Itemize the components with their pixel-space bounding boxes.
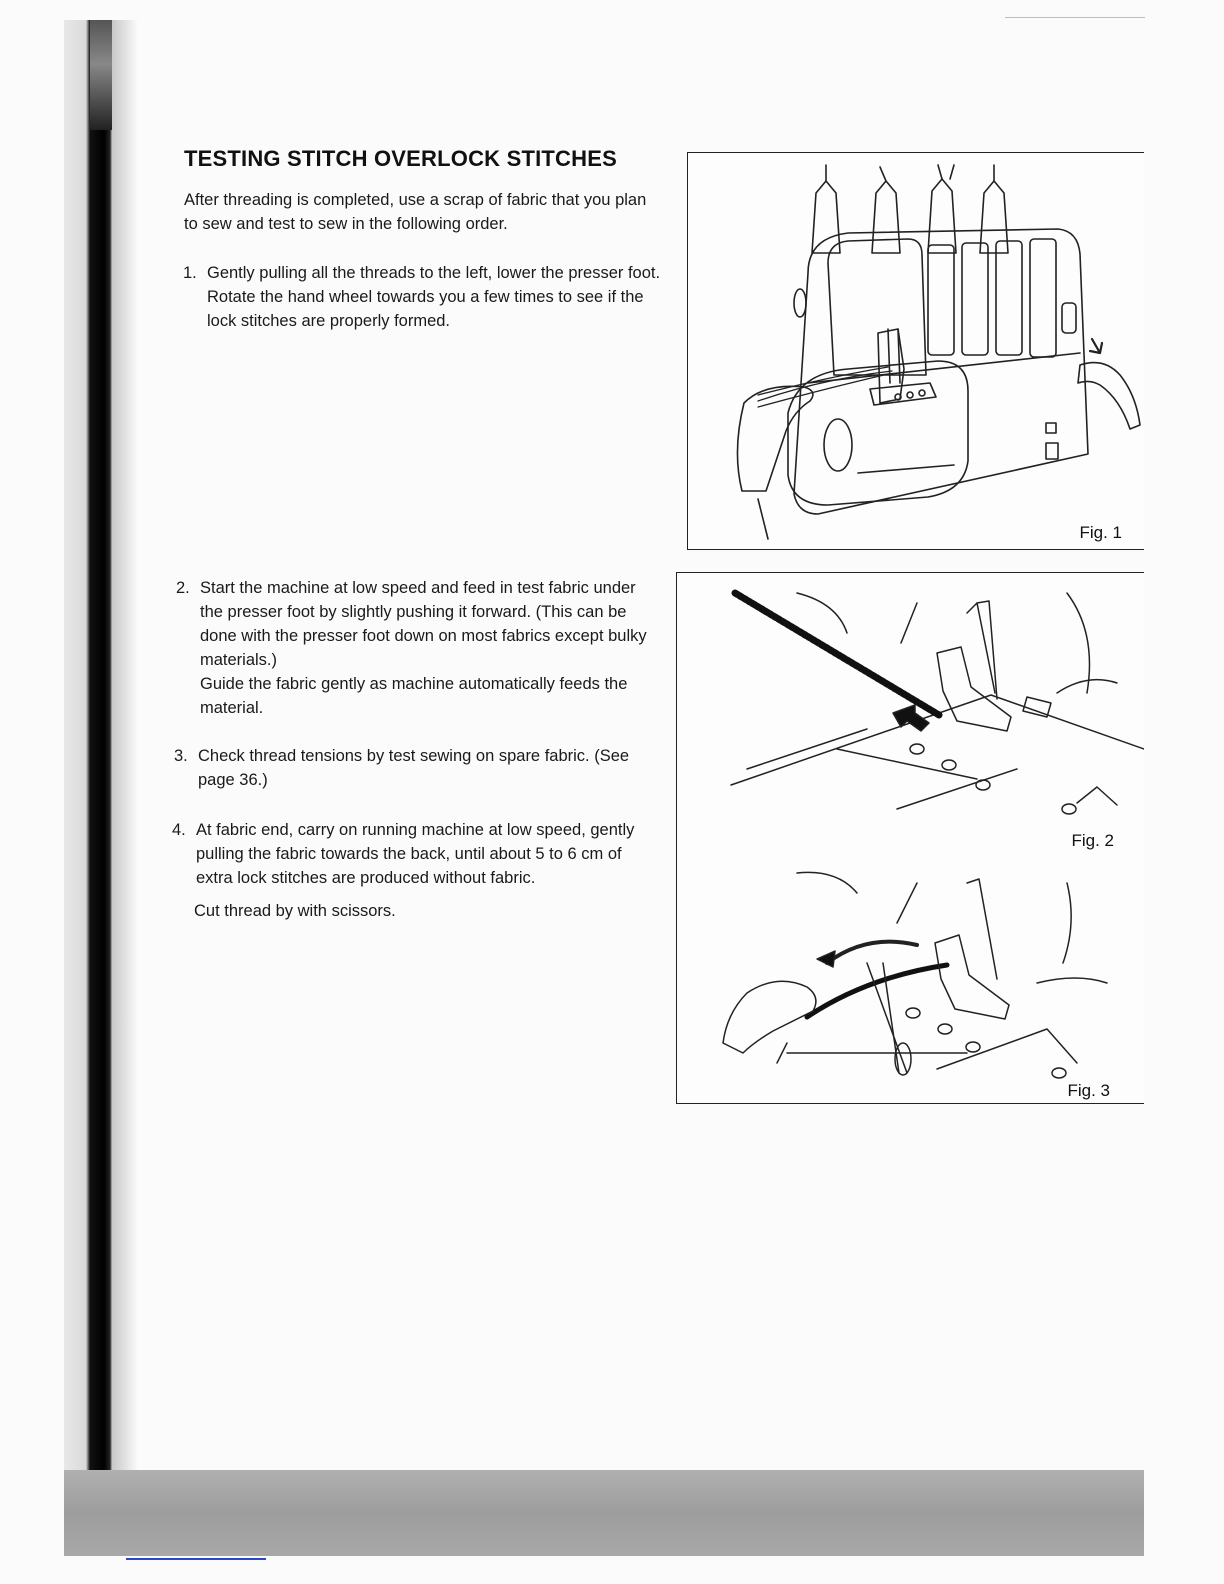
step-number: 2. bbox=[176, 579, 190, 597]
step-number: 1. bbox=[183, 264, 197, 282]
figure-2-label: Fig. 2 bbox=[1071, 831, 1114, 850]
cut-thread-note: Cut thread by with scissors. bbox=[194, 902, 396, 920]
step-text: Gently pulling all the threads to the left, lower the presser foot. Rotate the hand wheel towards you a few times to see if the lock stitches are properly formed. bbox=[207, 264, 661, 330]
step-number: 4. bbox=[172, 821, 186, 839]
left-hand-icon bbox=[737, 386, 812, 539]
step-text: At fabric end, carry on running machine at low speed, gently pulling the fabric towards the back, until about 5 to 6 cm of extra lock stitches are produced without fabric. bbox=[196, 821, 635, 887]
cut-thread-illustration bbox=[723, 872, 1107, 1078]
binding-tab bbox=[90, 20, 112, 130]
page-binding-edge bbox=[64, 20, 112, 1470]
figure-3-label: Fig. 3 bbox=[1067, 1081, 1110, 1100]
right-hand-icon bbox=[1078, 339, 1140, 429]
hand-icon bbox=[723, 981, 816, 1063]
step-number: 3. bbox=[174, 747, 188, 765]
overlock-machine-illustration bbox=[688, 153, 1144, 549]
step-4 bbox=[172, 818, 652, 890]
step-2 bbox=[176, 576, 656, 720]
bottom-link-line bbox=[126, 1558, 266, 1560]
step-1 bbox=[183, 261, 663, 333]
bottom-scan-band bbox=[64, 1470, 1144, 1556]
intro-paragraph: After threading is completed, use a scrap of fabric that you plan to sew and test to sew in the following order. bbox=[184, 191, 647, 233]
step-text: Guide the fabric gently as machine automatically feeds the material. bbox=[200, 675, 628, 717]
top-hairline bbox=[1005, 17, 1145, 18]
figure-1-panel bbox=[687, 152, 1144, 550]
fabric-feed-illustration bbox=[731, 593, 1144, 814]
figure-2-3-panel bbox=[676, 572, 1144, 1104]
page-title: TESTING STITCH OVERLOCK STITCHES bbox=[184, 146, 617, 171]
step-text: Start the machine at low speed and feed in test fabric under the presser foot by slightly pushing it forward. (This can be done with the presser foot down on most fabrics except bulky materials.) bbox=[200, 579, 647, 669]
step-text: Check thread tensions by test sewing on spare fabric. (See page 36.) bbox=[198, 747, 630, 789]
figure-1-label: Fig. 1 bbox=[1079, 523, 1122, 542]
scan-shadow bbox=[112, 20, 138, 1470]
step-3 bbox=[174, 744, 654, 792]
